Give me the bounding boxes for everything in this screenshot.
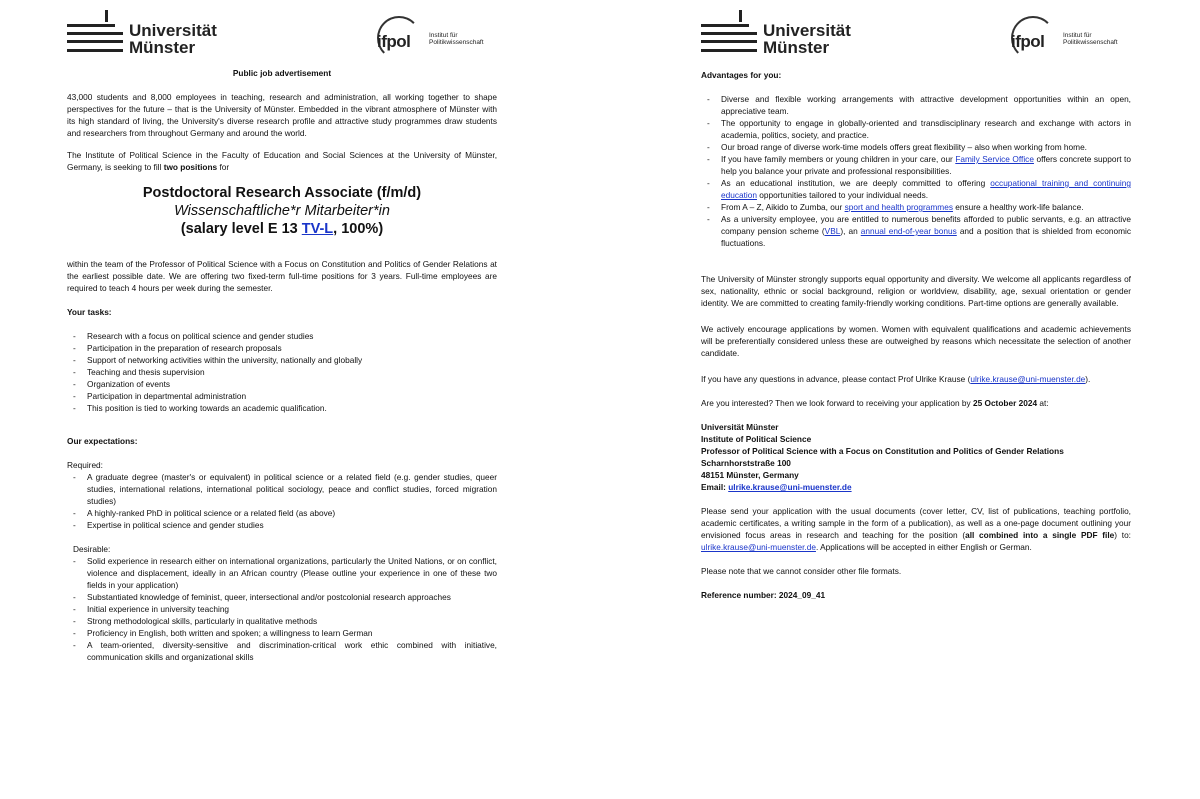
university-name: Universität Münster (129, 21, 217, 57)
tasks-heading: Your tasks: (67, 307, 112, 317)
advantages-list (701, 93, 1131, 249)
year-bonus-link[interactable]: annual end-of-year bonus (860, 226, 957, 236)
university-logo (701, 8, 871, 58)
list-item: - Teaching and thesis supervision (67, 366, 497, 378)
list-item: - As an educational institution, we are deeply committed to offering occupational training and continuing education opportunities tailored to your individual needs. (701, 177, 1131, 201)
vbl-link[interactable]: VBL (824, 226, 841, 236)
job-title-block (67, 184, 497, 238)
application-email-link[interactable]: ulrike.krause@uni-muenster.de (701, 542, 816, 552)
address-block: Universität Münster Institute of Political Science Professor of Political Science with a Focus on Constitution and Politics of Gender Relations Scharnhorststraße 100 48151 Münster, Germany Email: ulrike.krause@uni-muenster.de (701, 422, 1064, 492)
list-item: - Participation in the preparation of research proposals (67, 342, 497, 354)
list-item: - Participation in departmental administration (67, 390, 497, 402)
list-item: - Initial experience in university teaching (67, 603, 497, 615)
intro-paragraph: 43,000 students and 8,000 employees in teaching, research and administration, all working together to shape perspectives for the future – that is the University of Münster. Embedded in the vibrant atmosphere of Münster with its high standard of living, the University's diverse research profile and attractive study programmes draw students and researchers from throughout Germany and around the world. (67, 92, 497, 138)
page-header (67, 8, 497, 64)
desirable-list (67, 555, 497, 663)
desirable-label: Desirable: (73, 544, 111, 554)
ifpol-logo: ifpol Institut für Politikwissenschaft (377, 16, 497, 62)
reference-number: Reference number: 2024_09_41 (701, 590, 826, 600)
job-title: Postdoctoral Research Associate (f/m/d) (142, 185, 422, 201)
contact-email-link[interactable]: ulrike.krause@uni-muenster.de (970, 374, 1086, 384)
university-bars-icon (67, 8, 127, 54)
within-paragraph: within the team of the Professor of Political Science with a Focus on Constitution and Politics of Gender Relations at the earliest possible date. We are offering two fixed-term full-time positions for 3 years. Full-time employees are required to teach 4 hours per week during the semester. (67, 259, 497, 293)
required-label: Required: (67, 460, 103, 470)
list-item: - A highly-ranked PhD in political science or a related field (as above) (67, 507, 497, 519)
interested-paragraph: Are you interested? Then we look forward to receiving your application by 25 October 2024 at: (701, 398, 1049, 408)
list-item: - Research with a focus on political science and gender studies (67, 330, 497, 342)
university-name: Universität Münster (763, 21, 851, 57)
expectations-heading: Our expectations: (67, 436, 138, 446)
page-header (701, 8, 1131, 64)
list-item: - Expertise in political science and gender studies (67, 519, 497, 531)
family-service-link[interactable]: Family Service Office (955, 154, 1034, 164)
left-content (67, 67, 497, 663)
list-item: - From A – Z, Aikido to Zumba, our sport and health programmes ensure a healthy work-life balance. (701, 201, 1131, 213)
university-logo (67, 8, 237, 58)
list-item: - Strong methodological skills, particularly in qualitative methods (67, 615, 497, 627)
training-link[interactable]: occupational training and continuing education (721, 178, 1131, 200)
list-item: - Our broad range of diverse work-time models offers great flexibility – also when working from home. (701, 141, 1131, 153)
list-item: - Organization of events (67, 378, 497, 390)
list-item: - Solid experience in research either on international organizations, particularly the United Nations, or on conflict, violence and displacement, ideally in an African country (Please outline your experience in one of these two fields in your application) (67, 555, 497, 591)
job-title-german: Wissenschaftliche*r Mitarbeiter*in (174, 203, 390, 219)
address-email-link[interactable]: ulrike.krause@uni-muenster.de (728, 482, 852, 492)
list-item: - As a university employee, you are entitled to numerous benefits afforded to public servants, e.g. an attractive company pension scheme (VBL), an annual end-of-year bonus and a position that is shielded from economic fluctuations. (701, 213, 1131, 249)
formats-note: Please note that we cannot consider other file formats. (701, 566, 902, 576)
list-item: - A graduate degree (master's or equivalent) in political science or a related field (e.g. gender studies, queer studies, international relations, international political sociology, peace and conflict studies, forced migration studies) (67, 471, 497, 507)
list-item: - Support of networking activities within the university, nationally and globally (67, 354, 497, 366)
seeking-paragraph: The Institute of Political Science in the Faculty of Education and Social Sciences at the University of Münster, Germany, is seeking to fill two positions for (67, 150, 497, 172)
list-item: - This position is tied to working towards an academic qualification. (67, 402, 497, 414)
list-item: - Substantiated knowledge of feminist, queer, intersectional and/or postcolonial research approaches (67, 591, 497, 603)
university-bars-icon (701, 8, 761, 54)
sport-health-link[interactable]: sport and health programmes (844, 202, 953, 212)
women-paragraph: We actively encourage applications by women. Women with equivalent qualifications and academic achievements will be preferentially considered unless these are outweighed by reasons which necessitate the selection of another candidate. (701, 324, 1131, 358)
salary-level: (salary level E 13 TV-L, 100%) (180, 221, 384, 237)
questions-paragraph: If you have any questions in advance, please contact Prof Ulrike Krause (ulrike.krause@uni-muenster.de). (701, 374, 1091, 384)
diversity-paragraph: The University of Münster strongly supports equal opportunity and diversity. We welcome all applicants regardless of sex, nationality, ethnic or social background, religion or worldview, disability, age, sexual orientation or gender identity. We are committed to creating family-friendly working conditions. Part-time options are generally available. (701, 274, 1131, 308)
page-right (600, 0, 1200, 799)
ad-heading: Public job advertisement (232, 68, 332, 78)
send-paragraph: Please send your application with the usual documents (cover letter, CV, list of publications, teaching portfolio, academic certificates, a writing sample in the form of a publication), as well as a one-page document outlining your envisioned focus areas in research and teaching for the position (all combined into a single PDF file) to: ulrike.krause@uni-muenster.de. Applications will be accepted in either English or German. (701, 506, 1131, 552)
list-item: - If you have family members or young children in your care, our Family Service Office offers concrete support to help you balance your private and professional responsibilities. (701, 153, 1131, 177)
tvl-link[interactable]: TV-L (301, 221, 334, 237)
tasks-list (67, 330, 497, 414)
list-item: - A team-oriented, diversity-sensitive and discrimination-critical work ethic combined with initiative, communication skills and organizational skills (67, 639, 497, 663)
right-content (701, 69, 1131, 601)
list-item: - Diverse and flexible working arrangements with attractive development opportunities within an open, appreciative team. (701, 93, 1131, 117)
required-list (67, 471, 497, 531)
advantages-heading: Advantages for you: (701, 70, 782, 80)
list-item: - The opportunity to engage in globally-oriented and transdisciplinary research and exchange with actors in academia, politics, society, and practice. (701, 117, 1131, 141)
list-item: - Proficiency in English, both written and spoken; a willingness to learn German (67, 627, 497, 639)
ifpol-logo: ifpol Institut für Politikwissenschaft (1011, 16, 1131, 62)
